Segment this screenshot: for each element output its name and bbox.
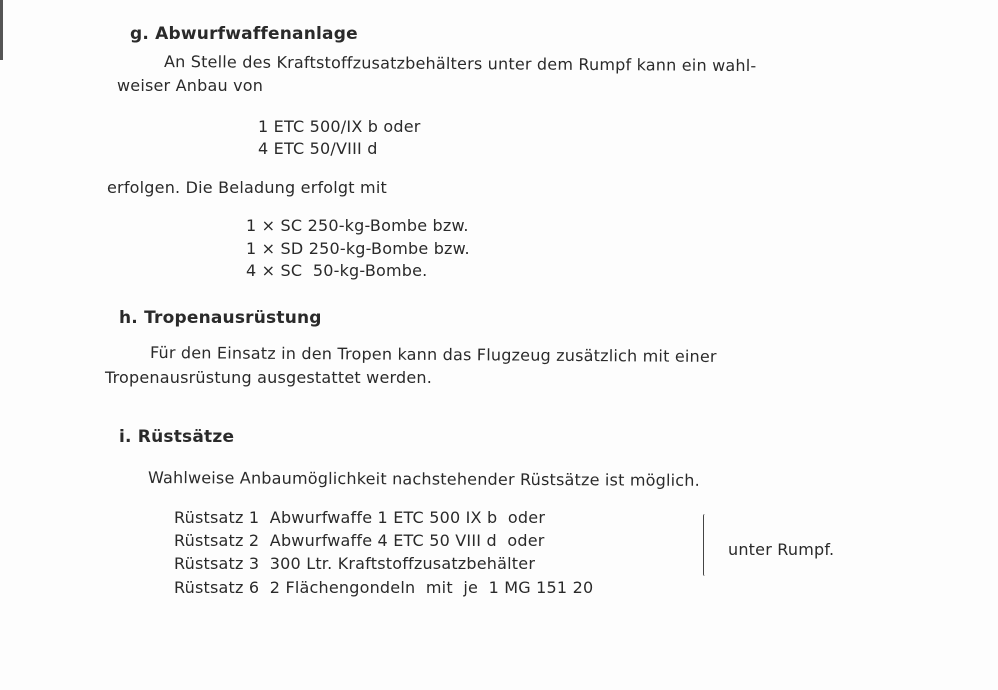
section-i-heading: i. Rüstsätze [119,427,235,447]
paragraph-line: Für den Einsatz in den Tropen kann das Flugzeug zusätzlich mit einer [149,343,717,366]
kit-line: Rüstsatz 2 Abwurfwaffe 4 ETC 50 VIII d oder [174,531,545,550]
option-line: 4 ETC 50/VIII d [258,139,378,158]
kit-line: Rüstsatz 3 300 Ltr. Kraftstoffzusatzbehälter [174,554,536,573]
kit-line: Rüstsatz 1 Abwurfwaffe 1 ETC 500 IX b oder [174,508,546,527]
paragraph-line: An Stelle des Kraftstoffzusatzbehälters unter dem Rumpf kann ein wahl- [163,52,757,76]
option-line: 1 ETC 500/IX b oder [258,117,421,136]
paragraph-line: Wahlweise Anbaumöglichkeit nachstehender Rüstsätze ist möglich. [147,468,700,490]
load-line: 1 × SC 250-kg-Bombe bzw. [246,216,469,235]
paragraph-line: erfolgen. Die Beladung erfolgt mit [107,178,387,197]
section-g-heading: g. Abwurfwaffenanlage [130,24,358,44]
scan-edge [0,0,3,60]
paragraph-line: Tropenausrüstung ausgestattet werden. [105,368,433,387]
load-line: 4 × SC 50-kg-Bombe. [246,261,428,280]
load-line: 1 × SD 250-kg-Bombe bzw. [246,239,470,258]
section-h-heading: h. Tropenausrüstung [119,308,322,328]
paragraph-line: weiser Anbau von [117,76,264,95]
brace [703,514,712,576]
kit-line: Rüstsatz 6 2 Flächengondeln mit je 1 MG 151 20 [174,578,594,597]
brace-note: unter Rumpf. [728,540,835,559]
